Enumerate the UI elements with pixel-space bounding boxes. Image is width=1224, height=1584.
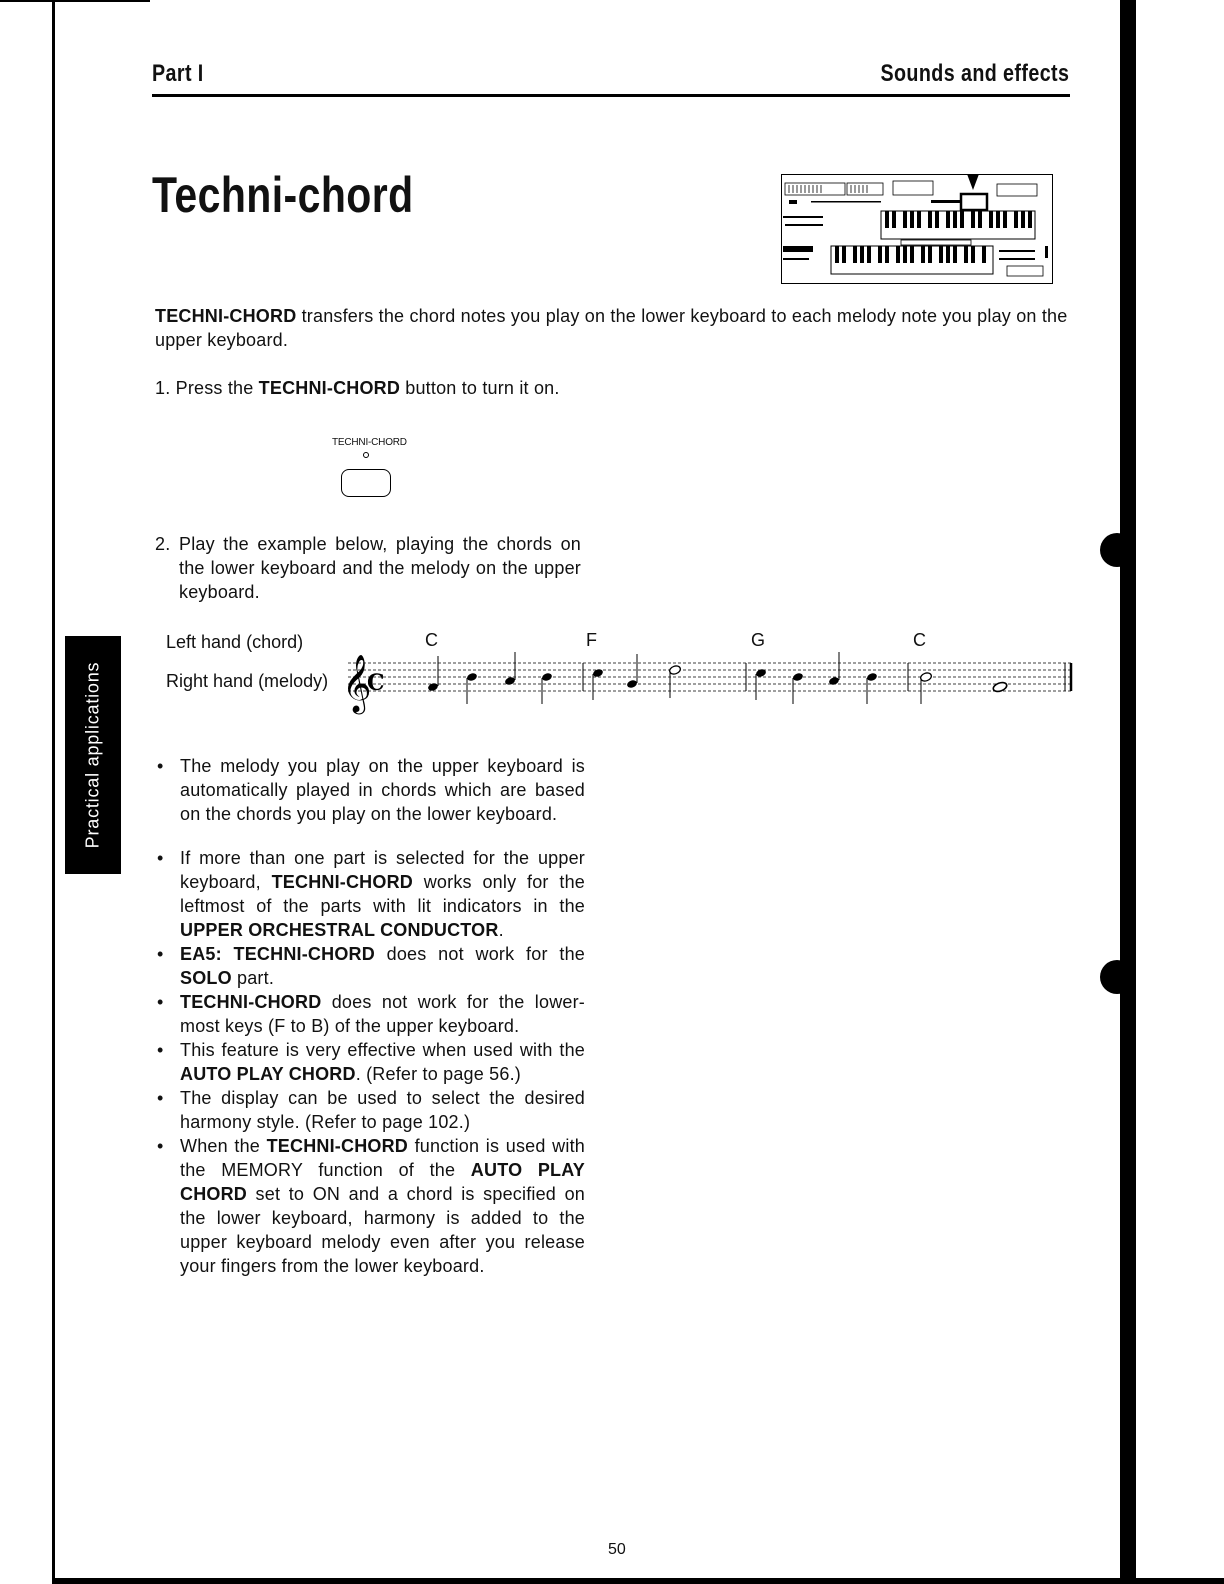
chord-symbol: C xyxy=(913,630,926,650)
bottom-edge xyxy=(52,1578,1224,1584)
melody-staff xyxy=(340,640,1080,720)
step-1-text-post: button to turn it on. xyxy=(400,378,560,398)
bullet-text: set to ON and a chord is specified on the lower keyboard, harmony is added to the upper keyboard melody even after you release your fingers from the lower keyboard. xyxy=(180,1184,585,1276)
bullet-term: AUTO PLAY CHORD xyxy=(180,1160,586,1204)
list-item xyxy=(155,1134,585,1278)
bullet-text: If more than one part is selected for the upper keyboard, xyxy=(180,848,585,892)
side-tab-label: Practical applications xyxy=(82,661,103,849)
chord-symbol: F xyxy=(586,630,597,650)
list-item xyxy=(155,1038,585,1086)
list-item xyxy=(155,1086,585,1134)
left-binding-edge xyxy=(52,0,55,1584)
list-item xyxy=(155,754,585,826)
bullet-text: . xyxy=(498,920,504,940)
bullet-text: This feature is very effective when used with the xyxy=(180,1040,585,1060)
top-edge-mark xyxy=(0,0,150,2)
bullet-text: part. xyxy=(231,968,275,988)
header-part: Part I xyxy=(152,60,204,87)
step-1-number: 1. xyxy=(155,378,171,398)
bullet-text: does not work for the lower-most keys (F to B) of the upper keyboard. xyxy=(180,992,585,1036)
time-signature: C xyxy=(367,670,385,696)
punch-hole-lower xyxy=(1100,960,1134,994)
bullet-term: SOLO xyxy=(180,968,232,988)
step-1-term: TECHNI-CHORD xyxy=(258,378,401,398)
list-item xyxy=(155,942,585,990)
bullet-text: does not work for the xyxy=(374,944,585,964)
treble-clef-icon: 𝄞 xyxy=(342,654,372,712)
bullet-term: TECHNI-CHORD xyxy=(180,992,322,1012)
left-hand-label: Left hand (chord) xyxy=(166,632,304,652)
punch-hole-upper xyxy=(1100,533,1134,567)
measure-3 xyxy=(755,652,878,704)
list-item xyxy=(155,846,585,942)
page-number: 50 xyxy=(608,1541,626,1558)
control-panel-illustration xyxy=(781,174,1053,284)
bullet-text: function is used with the MEMORY function of the xyxy=(180,1136,585,1180)
step-2-text: Play the example below, playing the chords on the lower keyboard and the melody on the upper keyboard. xyxy=(179,534,581,602)
side-tab xyxy=(65,636,121,874)
bullet-text: . (Refer to page 56.) xyxy=(355,1064,521,1084)
right-hand-label: Right hand (melody) xyxy=(166,671,329,691)
step-1 xyxy=(155,376,560,400)
bullet-term: AUTO PLAY CHORD xyxy=(180,1064,356,1084)
intro-text: transfers the chord notes you play on the lower keyboard to each melody note you play on the upper keyboard. xyxy=(155,306,1068,350)
measure-1 xyxy=(427,652,553,704)
chord-symbol: G xyxy=(751,630,766,650)
header-section: Sounds and effects xyxy=(880,60,1069,87)
step-1-text-pre: Press the xyxy=(170,378,259,398)
bullet-text: When the xyxy=(180,1136,267,1156)
measure-4 xyxy=(920,672,1008,704)
techni-chord-button-label: TECHNI-CHORD xyxy=(332,437,407,448)
bullet-term: UPPER ORCHESTRAL CONDUCTOR xyxy=(180,920,499,940)
step-2-number: 2. xyxy=(155,534,171,554)
intro-term: TECHNI-CHORD xyxy=(155,306,297,326)
chord-symbol: C xyxy=(425,630,438,650)
techni-chord-indicator xyxy=(363,452,369,458)
bullet-term: EA5: TECHNI-CHORD xyxy=(180,944,375,964)
header-rule xyxy=(152,94,1070,97)
list-item xyxy=(155,990,585,1038)
techni-chord-button xyxy=(341,469,391,497)
bullet-text: The display can be used to select the desired harmony style. (Refer to page 102.) xyxy=(180,1088,585,1132)
bullet-text: works only for the leftmost of the parts with lit indicators in the xyxy=(180,872,585,916)
right-scan-edge xyxy=(1120,0,1136,1584)
bullet-text: The melody you play on the upper keyboard is automatically played in chords which are based on the chords you play on the lower keyboard. xyxy=(180,756,585,824)
page-title: Techni-chord xyxy=(152,167,414,223)
bullet-term: TECHNI-CHORD xyxy=(271,872,413,892)
notes-list xyxy=(155,754,585,1278)
intro-paragraph xyxy=(155,304,1075,352)
step-2 xyxy=(155,532,581,604)
bullet-term: TECHNI-CHORD xyxy=(266,1136,408,1156)
